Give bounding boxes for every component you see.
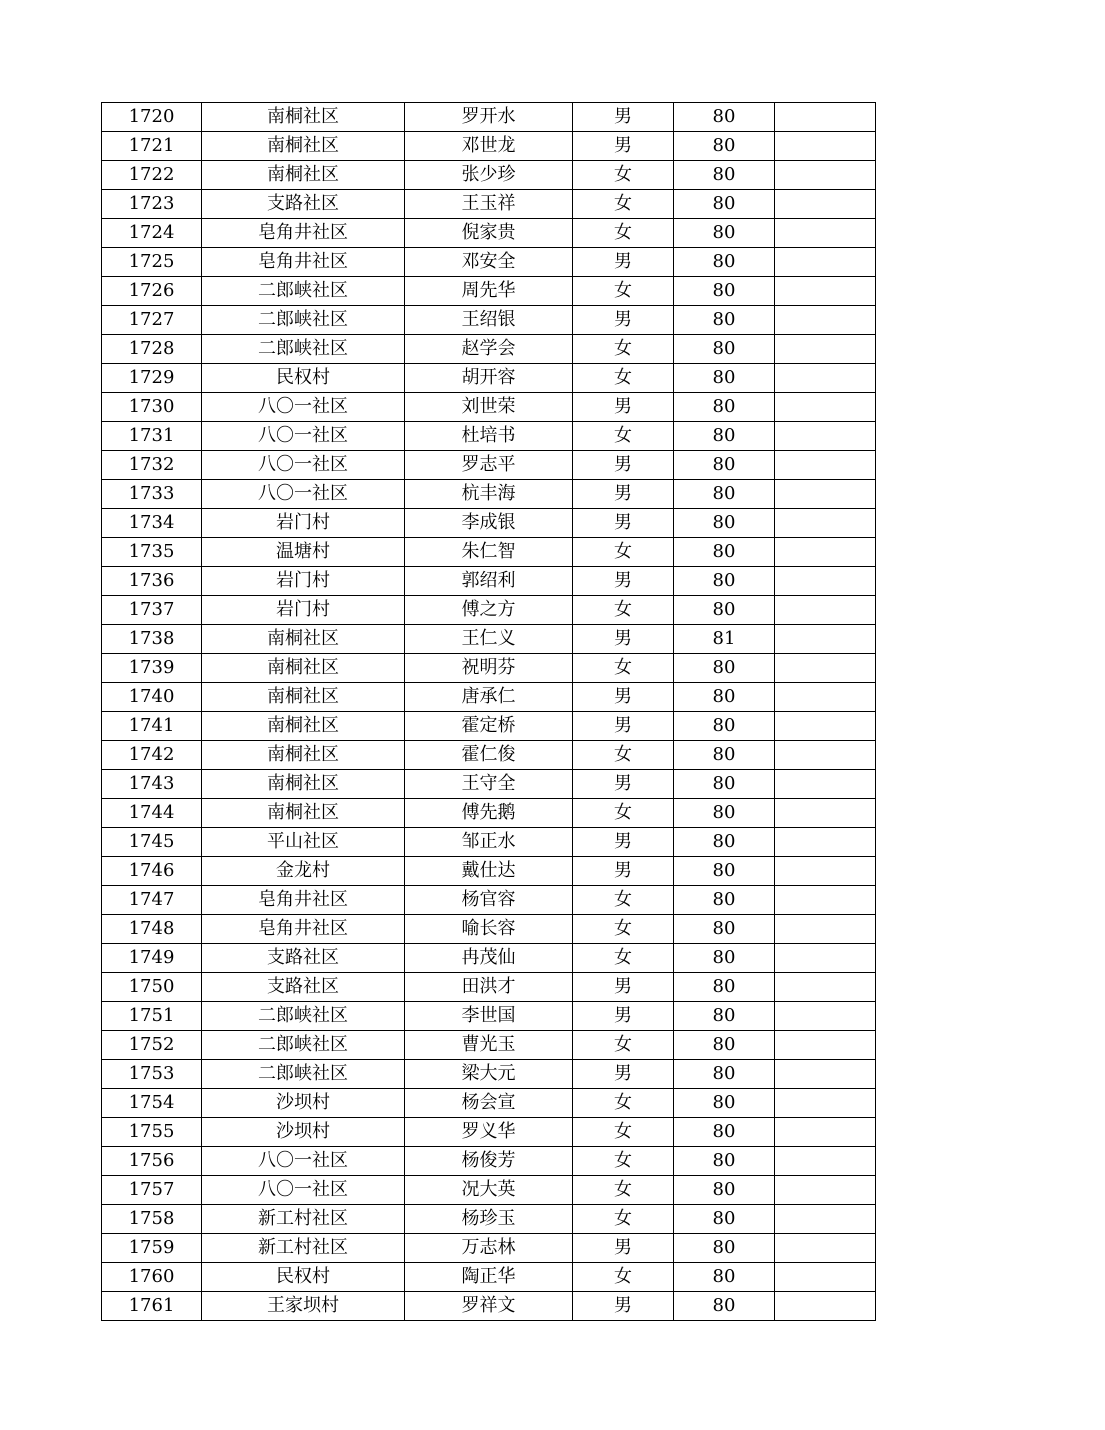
gender-cell: 男 bbox=[573, 248, 674, 277]
note-cell bbox=[775, 828, 876, 857]
gender-cell: 男 bbox=[573, 1234, 674, 1263]
age-cell: 80 bbox=[674, 1292, 775, 1321]
age-cell: 80 bbox=[674, 1205, 775, 1234]
community-cell: 支路社区 bbox=[202, 944, 405, 973]
note-cell bbox=[775, 103, 876, 132]
table-row bbox=[102, 1234, 876, 1263]
row-number-cell: 1730 bbox=[102, 393, 202, 422]
note-cell bbox=[775, 509, 876, 538]
age-cell: 80 bbox=[674, 567, 775, 596]
gender-cell: 男 bbox=[573, 567, 674, 596]
age-cell: 80 bbox=[674, 886, 775, 915]
note-cell bbox=[775, 799, 876, 828]
table-row bbox=[102, 538, 876, 567]
note-cell bbox=[775, 1002, 876, 1031]
note-cell bbox=[775, 335, 876, 364]
person-name-cell: 祝明芬 bbox=[405, 654, 573, 683]
person-name-cell: 邹正水 bbox=[405, 828, 573, 857]
person-name-cell: 曹光玉 bbox=[405, 1031, 573, 1060]
table-row bbox=[102, 944, 876, 973]
person-name-cell: 杜培书 bbox=[405, 422, 573, 451]
community-cell: 皂角井社区 bbox=[202, 915, 405, 944]
gender-cell: 男 bbox=[573, 451, 674, 480]
gender-cell: 女 bbox=[573, 364, 674, 393]
gender-cell: 女 bbox=[573, 799, 674, 828]
person-name-cell: 喻长容 bbox=[405, 915, 573, 944]
community-cell: 南桐社区 bbox=[202, 741, 405, 770]
community-cell: 南桐社区 bbox=[202, 683, 405, 712]
row-number-cell: 1738 bbox=[102, 625, 202, 654]
age-cell: 80 bbox=[674, 857, 775, 886]
table-row bbox=[102, 190, 876, 219]
age-cell: 80 bbox=[674, 103, 775, 132]
row-number-cell: 1744 bbox=[102, 799, 202, 828]
gender-cell: 男 bbox=[573, 306, 674, 335]
row-number-cell: 1743 bbox=[102, 770, 202, 799]
age-cell: 80 bbox=[674, 1263, 775, 1292]
note-cell bbox=[775, 393, 876, 422]
row-number-cell: 1748 bbox=[102, 915, 202, 944]
note-cell bbox=[775, 1060, 876, 1089]
table-row bbox=[102, 1147, 876, 1176]
note-cell bbox=[775, 219, 876, 248]
table-row bbox=[102, 741, 876, 770]
table-row bbox=[102, 335, 876, 364]
table-row bbox=[102, 509, 876, 538]
person-name-cell: 杨会宣 bbox=[405, 1089, 573, 1118]
gender-cell: 男 bbox=[573, 857, 674, 886]
note-cell bbox=[775, 857, 876, 886]
note-cell bbox=[775, 364, 876, 393]
note-cell bbox=[775, 132, 876, 161]
gender-cell: 女 bbox=[573, 190, 674, 219]
person-name-cell: 赵学会 bbox=[405, 335, 573, 364]
note-cell bbox=[775, 1118, 876, 1147]
note-cell bbox=[775, 422, 876, 451]
note-cell bbox=[775, 1263, 876, 1292]
community-cell: 南桐社区 bbox=[202, 770, 405, 799]
table-row bbox=[102, 712, 876, 741]
community-cell: 金龙村 bbox=[202, 857, 405, 886]
gender-cell: 女 bbox=[573, 944, 674, 973]
note-cell bbox=[775, 683, 876, 712]
age-cell: 80 bbox=[674, 1234, 775, 1263]
row-number-cell: 1724 bbox=[102, 219, 202, 248]
community-cell: 皂角井社区 bbox=[202, 886, 405, 915]
row-number-cell: 1761 bbox=[102, 1292, 202, 1321]
gender-cell: 男 bbox=[573, 770, 674, 799]
note-cell bbox=[775, 1176, 876, 1205]
gender-cell: 女 bbox=[573, 1176, 674, 1205]
table-row bbox=[102, 103, 876, 132]
note-cell bbox=[775, 625, 876, 654]
age-cell: 80 bbox=[674, 944, 775, 973]
age-cell: 80 bbox=[674, 538, 775, 567]
age-cell: 80 bbox=[674, 1060, 775, 1089]
table-row bbox=[102, 799, 876, 828]
age-cell: 80 bbox=[674, 799, 775, 828]
row-number-cell: 1731 bbox=[102, 422, 202, 451]
community-cell: 温塘村 bbox=[202, 538, 405, 567]
note-cell bbox=[775, 973, 876, 1002]
row-number-cell: 1725 bbox=[102, 248, 202, 277]
community-cell: 二郎峡社区 bbox=[202, 1002, 405, 1031]
community-cell: 二郎峡社区 bbox=[202, 1060, 405, 1089]
gender-cell: 男 bbox=[573, 509, 674, 538]
gender-cell: 男 bbox=[573, 393, 674, 422]
community-cell: 八〇一社区 bbox=[202, 451, 405, 480]
note-cell bbox=[775, 770, 876, 799]
gender-cell: 女 bbox=[573, 422, 674, 451]
gender-cell: 女 bbox=[573, 1031, 674, 1060]
note-cell bbox=[775, 161, 876, 190]
person-name-cell: 唐承仁 bbox=[405, 683, 573, 712]
gender-cell: 男 bbox=[573, 1002, 674, 1031]
person-name-cell: 罗开水 bbox=[405, 103, 573, 132]
table-row bbox=[102, 567, 876, 596]
person-name-cell: 杨珍玉 bbox=[405, 1205, 573, 1234]
gender-cell: 男 bbox=[573, 132, 674, 161]
table-row bbox=[102, 886, 876, 915]
note-cell bbox=[775, 1234, 876, 1263]
age-cell: 80 bbox=[674, 248, 775, 277]
person-name-cell: 傅之方 bbox=[405, 596, 573, 625]
gender-cell: 男 bbox=[573, 1292, 674, 1321]
age-cell: 80 bbox=[674, 451, 775, 480]
person-name-cell: 郭绍利 bbox=[405, 567, 573, 596]
age-cell: 80 bbox=[674, 306, 775, 335]
person-name-cell: 杨官容 bbox=[405, 886, 573, 915]
note-cell bbox=[775, 306, 876, 335]
table-row bbox=[102, 1089, 876, 1118]
person-name-cell: 罗义华 bbox=[405, 1118, 573, 1147]
age-cell: 80 bbox=[674, 190, 775, 219]
gender-cell: 女 bbox=[573, 596, 674, 625]
row-number-cell: 1740 bbox=[102, 683, 202, 712]
community-cell: 岩门村 bbox=[202, 509, 405, 538]
age-cell: 80 bbox=[674, 422, 775, 451]
gender-cell: 女 bbox=[573, 1205, 674, 1234]
person-name-cell: 李成银 bbox=[405, 509, 573, 538]
row-number-cell: 1758 bbox=[102, 1205, 202, 1234]
person-name-cell: 万志林 bbox=[405, 1234, 573, 1263]
person-name-cell: 霍仁俊 bbox=[405, 741, 573, 770]
person-name-cell: 王玉祥 bbox=[405, 190, 573, 219]
person-name-cell: 刘世荣 bbox=[405, 393, 573, 422]
row-number-cell: 1735 bbox=[102, 538, 202, 567]
person-name-cell: 霍定桥 bbox=[405, 712, 573, 741]
age-cell: 80 bbox=[674, 364, 775, 393]
gender-cell: 女 bbox=[573, 1263, 674, 1292]
row-number-cell: 1755 bbox=[102, 1118, 202, 1147]
row-number-cell: 1756 bbox=[102, 1147, 202, 1176]
person-name-cell: 张少珍 bbox=[405, 161, 573, 190]
community-cell: 平山社区 bbox=[202, 828, 405, 857]
row-number-cell: 1723 bbox=[102, 190, 202, 219]
table-row bbox=[102, 683, 876, 712]
table-row bbox=[102, 1205, 876, 1234]
community-cell: 二郎峡社区 bbox=[202, 306, 405, 335]
note-cell bbox=[775, 248, 876, 277]
community-cell: 八〇一社区 bbox=[202, 393, 405, 422]
table-row bbox=[102, 393, 876, 422]
community-cell: 二郎峡社区 bbox=[202, 277, 405, 306]
person-name-cell: 倪家贵 bbox=[405, 219, 573, 248]
note-cell bbox=[775, 1089, 876, 1118]
table-row bbox=[102, 973, 876, 1002]
row-number-cell: 1751 bbox=[102, 1002, 202, 1031]
table-row bbox=[102, 625, 876, 654]
community-cell: 南桐社区 bbox=[202, 161, 405, 190]
table-row bbox=[102, 451, 876, 480]
row-number-cell: 1753 bbox=[102, 1060, 202, 1089]
person-name-cell: 戴仕达 bbox=[405, 857, 573, 886]
table-row bbox=[102, 654, 876, 683]
note-cell bbox=[775, 190, 876, 219]
age-cell: 80 bbox=[674, 1118, 775, 1147]
roster-table-body bbox=[102, 103, 876, 1321]
row-number-cell: 1742 bbox=[102, 741, 202, 770]
note-cell bbox=[775, 712, 876, 741]
note-cell bbox=[775, 538, 876, 567]
table-row bbox=[102, 132, 876, 161]
person-name-cell: 冉茂仙 bbox=[405, 944, 573, 973]
age-cell: 80 bbox=[674, 1147, 775, 1176]
person-name-cell: 王仁义 bbox=[405, 625, 573, 654]
row-number-cell: 1727 bbox=[102, 306, 202, 335]
community-cell: 岩门村 bbox=[202, 567, 405, 596]
row-number-cell: 1720 bbox=[102, 103, 202, 132]
age-cell: 80 bbox=[674, 828, 775, 857]
row-number-cell: 1729 bbox=[102, 364, 202, 393]
age-cell: 80 bbox=[674, 973, 775, 1002]
community-cell: 支路社区 bbox=[202, 190, 405, 219]
note-cell bbox=[775, 1205, 876, 1234]
row-number-cell: 1750 bbox=[102, 973, 202, 1002]
person-name-cell: 杨俊芳 bbox=[405, 1147, 573, 1176]
age-cell: 80 bbox=[674, 741, 775, 770]
community-cell: 南桐社区 bbox=[202, 103, 405, 132]
community-cell: 南桐社区 bbox=[202, 799, 405, 828]
community-cell: 沙坝村 bbox=[202, 1118, 405, 1147]
note-cell bbox=[775, 1147, 876, 1176]
age-cell: 80 bbox=[674, 1002, 775, 1031]
row-number-cell: 1754 bbox=[102, 1089, 202, 1118]
age-cell: 80 bbox=[674, 132, 775, 161]
note-cell bbox=[775, 741, 876, 770]
gender-cell: 女 bbox=[573, 219, 674, 248]
gender-cell: 女 bbox=[573, 335, 674, 364]
gender-cell: 女 bbox=[573, 1089, 674, 1118]
row-number-cell: 1749 bbox=[102, 944, 202, 973]
community-cell: 新工村社区 bbox=[202, 1234, 405, 1263]
note-cell bbox=[775, 277, 876, 306]
row-number-cell: 1760 bbox=[102, 1263, 202, 1292]
community-cell: 民权村 bbox=[202, 1263, 405, 1292]
gender-cell: 男 bbox=[573, 103, 674, 132]
note-cell bbox=[775, 944, 876, 973]
roster-table bbox=[101, 102, 876, 1321]
gender-cell: 女 bbox=[573, 654, 674, 683]
table-row bbox=[102, 828, 876, 857]
table-row bbox=[102, 277, 876, 306]
table-row bbox=[102, 480, 876, 509]
person-name-cell: 梁大元 bbox=[405, 1060, 573, 1089]
person-name-cell: 邓世龙 bbox=[405, 132, 573, 161]
age-cell: 80 bbox=[674, 219, 775, 248]
note-cell bbox=[775, 915, 876, 944]
row-number-cell: 1745 bbox=[102, 828, 202, 857]
row-number-cell: 1737 bbox=[102, 596, 202, 625]
row-number-cell: 1732 bbox=[102, 451, 202, 480]
row-number-cell: 1741 bbox=[102, 712, 202, 741]
person-name-cell: 李世国 bbox=[405, 1002, 573, 1031]
community-cell: 南桐社区 bbox=[202, 654, 405, 683]
note-cell bbox=[775, 654, 876, 683]
table-row bbox=[102, 248, 876, 277]
table-row bbox=[102, 306, 876, 335]
table-row bbox=[102, 1031, 876, 1060]
age-cell: 80 bbox=[674, 161, 775, 190]
row-number-cell: 1734 bbox=[102, 509, 202, 538]
table-row bbox=[102, 364, 876, 393]
row-number-cell: 1733 bbox=[102, 480, 202, 509]
age-cell: 80 bbox=[674, 1176, 775, 1205]
person-name-cell: 王守全 bbox=[405, 770, 573, 799]
gender-cell: 女 bbox=[573, 538, 674, 567]
gender-cell: 女 bbox=[573, 1118, 674, 1147]
gender-cell: 女 bbox=[573, 1147, 674, 1176]
gender-cell: 女 bbox=[573, 161, 674, 190]
gender-cell: 男 bbox=[573, 625, 674, 654]
person-name-cell: 罗志平 bbox=[405, 451, 573, 480]
row-number-cell: 1721 bbox=[102, 132, 202, 161]
gender-cell: 女 bbox=[573, 915, 674, 944]
table-row bbox=[102, 1176, 876, 1205]
person-name-cell: 周先华 bbox=[405, 277, 573, 306]
row-number-cell: 1726 bbox=[102, 277, 202, 306]
gender-cell: 男 bbox=[573, 1060, 674, 1089]
row-number-cell: 1722 bbox=[102, 161, 202, 190]
gender-cell: 男 bbox=[573, 480, 674, 509]
note-cell bbox=[775, 567, 876, 596]
note-cell bbox=[775, 1292, 876, 1321]
table-row bbox=[102, 915, 876, 944]
age-cell: 81 bbox=[674, 625, 775, 654]
person-name-cell: 田洪才 bbox=[405, 973, 573, 1002]
community-cell: 沙坝村 bbox=[202, 1089, 405, 1118]
gender-cell: 男 bbox=[573, 828, 674, 857]
row-number-cell: 1752 bbox=[102, 1031, 202, 1060]
community-cell: 岩门村 bbox=[202, 596, 405, 625]
community-cell: 南桐社区 bbox=[202, 625, 405, 654]
table-row bbox=[102, 1002, 876, 1031]
row-number-cell: 1757 bbox=[102, 1176, 202, 1205]
community-cell: 新工村社区 bbox=[202, 1205, 405, 1234]
community-cell: 皂角井社区 bbox=[202, 248, 405, 277]
community-cell: 南桐社区 bbox=[202, 712, 405, 741]
community-cell: 八〇一社区 bbox=[202, 1147, 405, 1176]
note-cell bbox=[775, 480, 876, 509]
community-cell: 二郎峡社区 bbox=[202, 335, 405, 364]
person-name-cell: 况大英 bbox=[405, 1176, 573, 1205]
community-cell: 八〇一社区 bbox=[202, 480, 405, 509]
row-number-cell: 1739 bbox=[102, 654, 202, 683]
age-cell: 80 bbox=[674, 335, 775, 364]
age-cell: 80 bbox=[674, 480, 775, 509]
gender-cell: 女 bbox=[573, 886, 674, 915]
age-cell: 80 bbox=[674, 393, 775, 422]
community-cell: 支路社区 bbox=[202, 973, 405, 1002]
table-row bbox=[102, 1060, 876, 1089]
age-cell: 80 bbox=[674, 1031, 775, 1060]
note-cell bbox=[775, 1031, 876, 1060]
community-cell: 王家坝村 bbox=[202, 1292, 405, 1321]
age-cell: 80 bbox=[674, 683, 775, 712]
community-cell: 二郎峡社区 bbox=[202, 1031, 405, 1060]
community-cell: 八〇一社区 bbox=[202, 422, 405, 451]
community-cell: 八〇一社区 bbox=[202, 1176, 405, 1205]
person-name-cell: 陶正华 bbox=[405, 1263, 573, 1292]
person-name-cell: 王绍银 bbox=[405, 306, 573, 335]
table-row bbox=[102, 770, 876, 799]
person-name-cell: 胡开容 bbox=[405, 364, 573, 393]
row-number-cell: 1747 bbox=[102, 886, 202, 915]
community-cell: 民权村 bbox=[202, 364, 405, 393]
age-cell: 80 bbox=[674, 654, 775, 683]
table-row bbox=[102, 161, 876, 190]
gender-cell: 男 bbox=[573, 712, 674, 741]
row-number-cell: 1728 bbox=[102, 335, 202, 364]
gender-cell: 女 bbox=[573, 277, 674, 306]
row-number-cell: 1736 bbox=[102, 567, 202, 596]
note-cell bbox=[775, 451, 876, 480]
gender-cell: 男 bbox=[573, 683, 674, 712]
table-row bbox=[102, 422, 876, 451]
age-cell: 80 bbox=[674, 712, 775, 741]
person-name-cell: 傅先鹅 bbox=[405, 799, 573, 828]
age-cell: 80 bbox=[674, 915, 775, 944]
age-cell: 80 bbox=[674, 277, 775, 306]
age-cell: 80 bbox=[674, 596, 775, 625]
note-cell bbox=[775, 886, 876, 915]
person-name-cell: 杭丰海 bbox=[405, 480, 573, 509]
row-number-cell: 1746 bbox=[102, 857, 202, 886]
note-cell bbox=[775, 596, 876, 625]
community-cell: 皂角井社区 bbox=[202, 219, 405, 248]
person-name-cell: 罗祥文 bbox=[405, 1292, 573, 1321]
age-cell: 80 bbox=[674, 1089, 775, 1118]
table-row bbox=[102, 596, 876, 625]
age-cell: 80 bbox=[674, 770, 775, 799]
gender-cell: 男 bbox=[573, 973, 674, 1002]
table-row bbox=[102, 857, 876, 886]
table-row bbox=[102, 1263, 876, 1292]
person-name-cell: 邓安全 bbox=[405, 248, 573, 277]
age-cell: 80 bbox=[674, 509, 775, 538]
gender-cell: 女 bbox=[573, 741, 674, 770]
table-row bbox=[102, 1118, 876, 1147]
person-name-cell: 朱仁智 bbox=[405, 538, 573, 567]
row-number-cell: 1759 bbox=[102, 1234, 202, 1263]
table-row bbox=[102, 1292, 876, 1321]
table-row bbox=[102, 219, 876, 248]
community-cell: 南桐社区 bbox=[202, 132, 405, 161]
